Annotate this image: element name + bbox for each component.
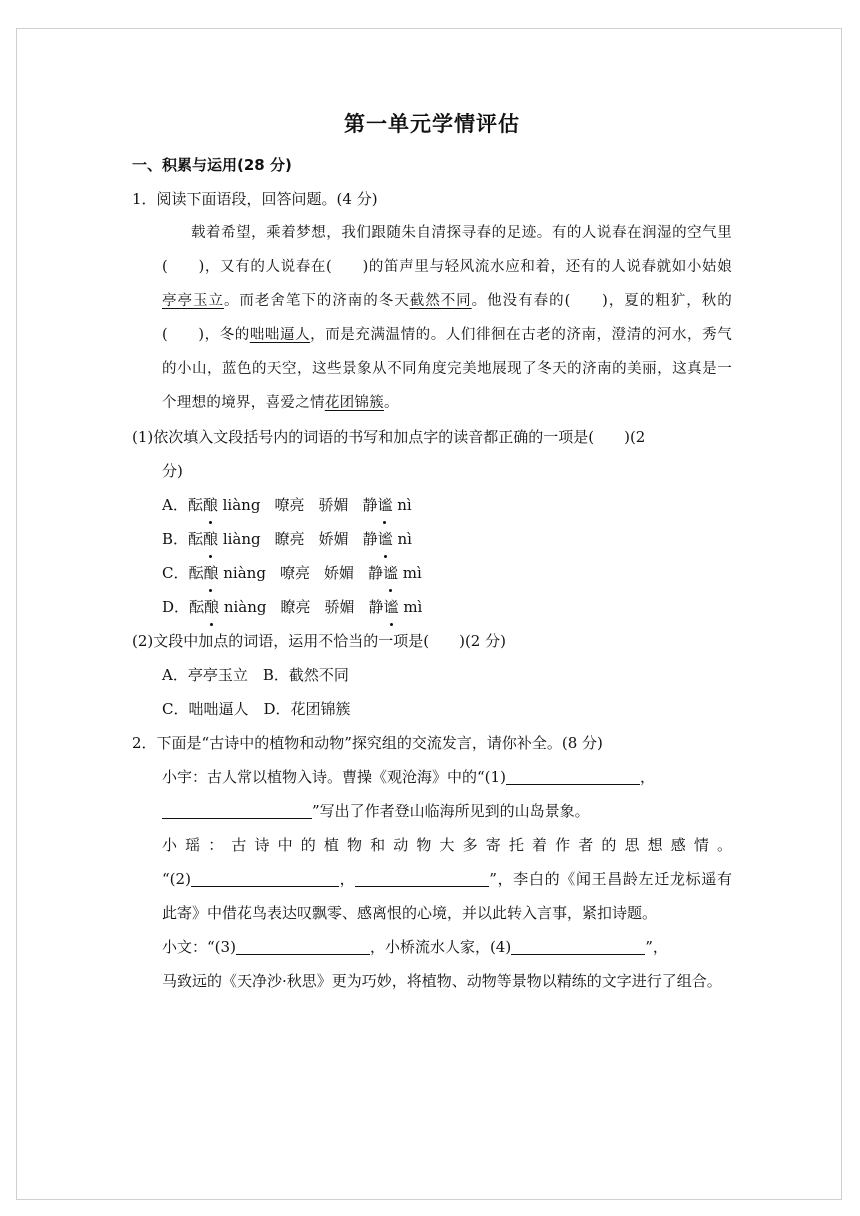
option-c: C．酝酿 niàng 嘹亮 娇媚 静谧 mì xyxy=(132,556,732,590)
marked-word-2: 截然不同 xyxy=(409,293,472,309)
sub-question-2-options-row-2: C．咄咄逼人 D．花团锦簇 xyxy=(162,700,351,718)
answer-blank[interactable] xyxy=(506,768,640,785)
speaker-label: 小宇： xyxy=(162,768,208,786)
document-content xyxy=(132,108,732,998)
option-b: B．酝酿 liàng 瞭亮 娇媚 静谧 nì xyxy=(132,522,732,556)
answer-blank[interactable] xyxy=(162,802,312,819)
answer-blank[interactable] xyxy=(511,938,645,955)
sub-question-2-options-row-1: A．亭亭玉立 B．截然不同 xyxy=(162,666,349,684)
sub-question-1-stem-cont: 分) xyxy=(162,462,183,480)
option-a: A．酝酿 liàng 嘹亮 骄媚 静谧 nì xyxy=(132,488,732,522)
speaker-label: 小瑶： xyxy=(162,836,232,854)
option-d: D．酝酿 niàng 瞭亮 骄媚 静谧 mì xyxy=(132,590,732,624)
marked-word-3: 咄咄逼人 xyxy=(249,327,311,343)
page-title: 第一单元学情评估 xyxy=(344,112,520,136)
sub-question-2-stem: (2)文段中加点的词语，运用不恰当的一项是( )(2 分) xyxy=(132,632,506,650)
marked-word-4: 花团锦簇 xyxy=(324,395,385,411)
section-heading: 一、积累与运用(28 分) xyxy=(132,156,292,174)
speaker-label: 小文： xyxy=(162,938,208,956)
xiaoyu-statement: 小宇：古人常以植物入诗。曹操《观沧海》中的“(1) ， ”写出了作者登山临海所见到的山岛景象。 xyxy=(162,768,655,820)
question-1-stem: 1．阅读下面语段，回答问题。(4 分) xyxy=(132,190,378,208)
xiaowen-statement: 小文：“(3) ，小桥流水人家，(4) ”， 马致远的《天净沙·秋思》更为巧妙，将植物、动物等景物以精练的文字进行了组合。 xyxy=(162,938,722,990)
question-1-passage: 载着希望，乘着梦想，我们跟随朱自清探寻春的足迹。有的人说春在润湿的空气里( )，又有的人说春在( )的笛声里与轻风流水应和着，还有的人说春就如小姑娘亭亭玉立。而老舍笔下的济南的冬天截然不同。他没有春的( )，夏的粗犷，秋的( )，冬的咄咄逼人，而是充满温情的。人们徘徊在古老的济南，澄清的河水，秀气的小山，蓝色的天空，这些景象从不同角度完美地展现了冬天的济南的美丽，这真是一个理想的境界，喜爱之情花团锦簇。 xyxy=(162,225,732,411)
answer-blank[interactable] xyxy=(191,870,339,887)
question-2-stem: 2．下面是“古诗中的植物和动物”探究组的交流发言，请你补全。(8 分) xyxy=(132,734,603,752)
answer-blank[interactable] xyxy=(236,938,370,955)
answer-blank[interactable] xyxy=(355,870,489,887)
sub-question-1-stem: (1)依次填入文段括号内的词语的书写和加点字的读音都正确的一项是( )(2 xyxy=(132,428,646,446)
xiaoyao-statement: 小瑶：古诗中的植物和动物大多寄托着作者的思想感情。 “(2) ， ”，李白的《闻王昌龄左迁龙标遥有此寄》中借花鸟表达叹飘零、感离恨的心境，并以此转入言事，紧扣诗题。 xyxy=(162,836,732,922)
marked-word-1: 亭亭玉立 xyxy=(162,293,224,309)
